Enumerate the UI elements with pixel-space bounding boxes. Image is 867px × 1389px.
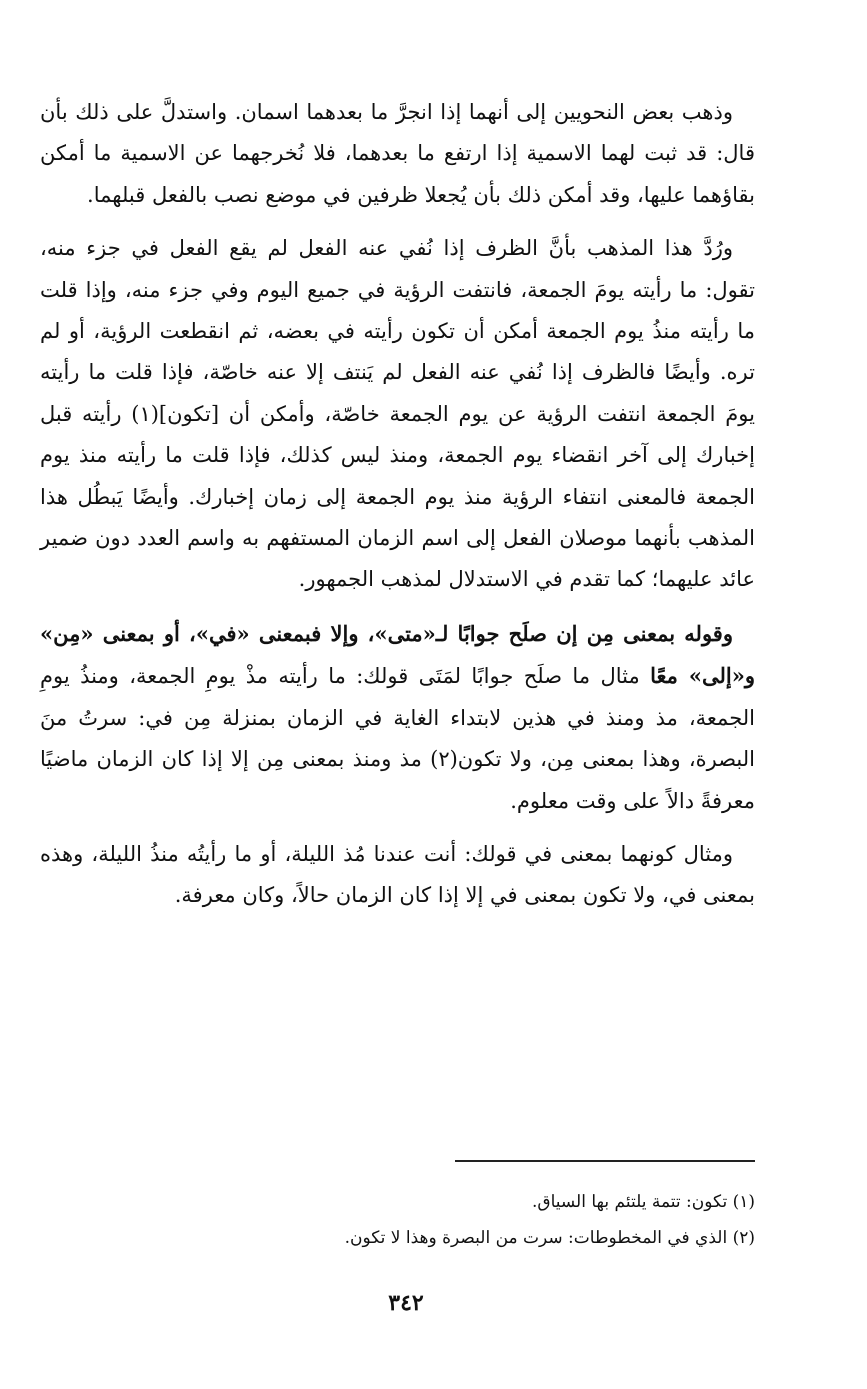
footnote-divider — [455, 1160, 755, 1162]
paragraph-4: ومثال كونهما بمعنى في قولك: أنت عندنا مُذ الليلة، أو ما رأيتُه منذُ الليلة، وهذه بمعنى في، ولا تكون بمعنى في إلا إذا كان الزمان حالاً، وكان معرفة. — [40, 841, 755, 908]
main-text — [40, 92, 755, 929]
paragraph-1: وذهب بعض النحويين إلى أنهما إذا انجرَّ ما بعدهما اسمان. واستدلَّ على ذلك بأن قال: قد ثبت لهما الاسمية إذا ارتفع ما بعدهما، فلا نُخرجهما عن الاسمية ما أمكن بقاؤهما عليها، وقد أمكن ذلك بأن يُجعلا ظرفين في موضع نصب بالفعل قبلهما. — [40, 100, 755, 207]
footnotes — [40, 1184, 755, 1256]
page-number: ٣٤٢ — [388, 1290, 424, 1316]
footnote-1: (١) تكون: تتمة يلتئم بها السياق. — [531, 1192, 755, 1212]
quoted-text: وقوله بمعنى مِن إن صلَح جوابًا لـ«متى»، وإلا فبمعنى «في»، أو بمعنى «مِن» و«إلى» معًا — [40, 620, 755, 689]
paragraph-3-text: مثال ما صلَح جوابًا لمَتَى قولك: ما رأيته مذْ يومِ الجمعة، ومنذُ يومِ الجمعة، مذ ومنذ في هذين لابتداء الغاية في الزمان بمنزلة مِن في: سرتُ منَ البصرة، وهذا بمعنى مِن، ولا تكون(٢) مذ ومنذ بمعنى مِن إلا إذا كان الزمان ماضيًا معرفةً دالاً على وقت معلوم. — [40, 664, 756, 813]
paragraph-3 — [40, 613, 755, 822]
paragraph-2: ورُدَّ هذا المذهب بأنَّ الظرف إذا نُفي عنه الفعل لم يقع الفعل في جزء منه، تقول: ما رأيته يومَ الجمعة، فانتفت الرؤية في جميع اليوم وفي جزء منه، وإذا قلت ما رأيته منذُ يوم الجمعة أمكن أن تكون رأيته في بعضه، ثم انقطعت الرؤية، أو لم تره. وأيضًا فالظرف إذا نُفي عنه الفعل لم يَنتف إلا عنه خاصّة، فإذا قلت ما رأيته يومَ الجمعة انتفت الرؤية عن يوم الجمعة خاصّة، وأمكن أن [تكون](١) رأيته قبل إخبارك إلى آخر انقضاء يوم الجمعة، ومنذ ليس كذلك، فإذا قلت ما رأيته منذ يوم الجمعة فالمعنى انتفاء الرؤية منذ يوم الجمعة إلى زمان إخبارك. وأيضًا يَبطُل هذا المذهب بأنهما موصلان الفعل إلى اسم الزمان المستفهم به واسم العدد دون ضمير عائد عليهما؛ كما تقدم في الاستدلال لمذهب الجمهور. — [40, 236, 755, 592]
footnote-2: (٢) الذي في المخطوطات: سرت من البصرة وهذا لا تكون. — [344, 1228, 755, 1248]
